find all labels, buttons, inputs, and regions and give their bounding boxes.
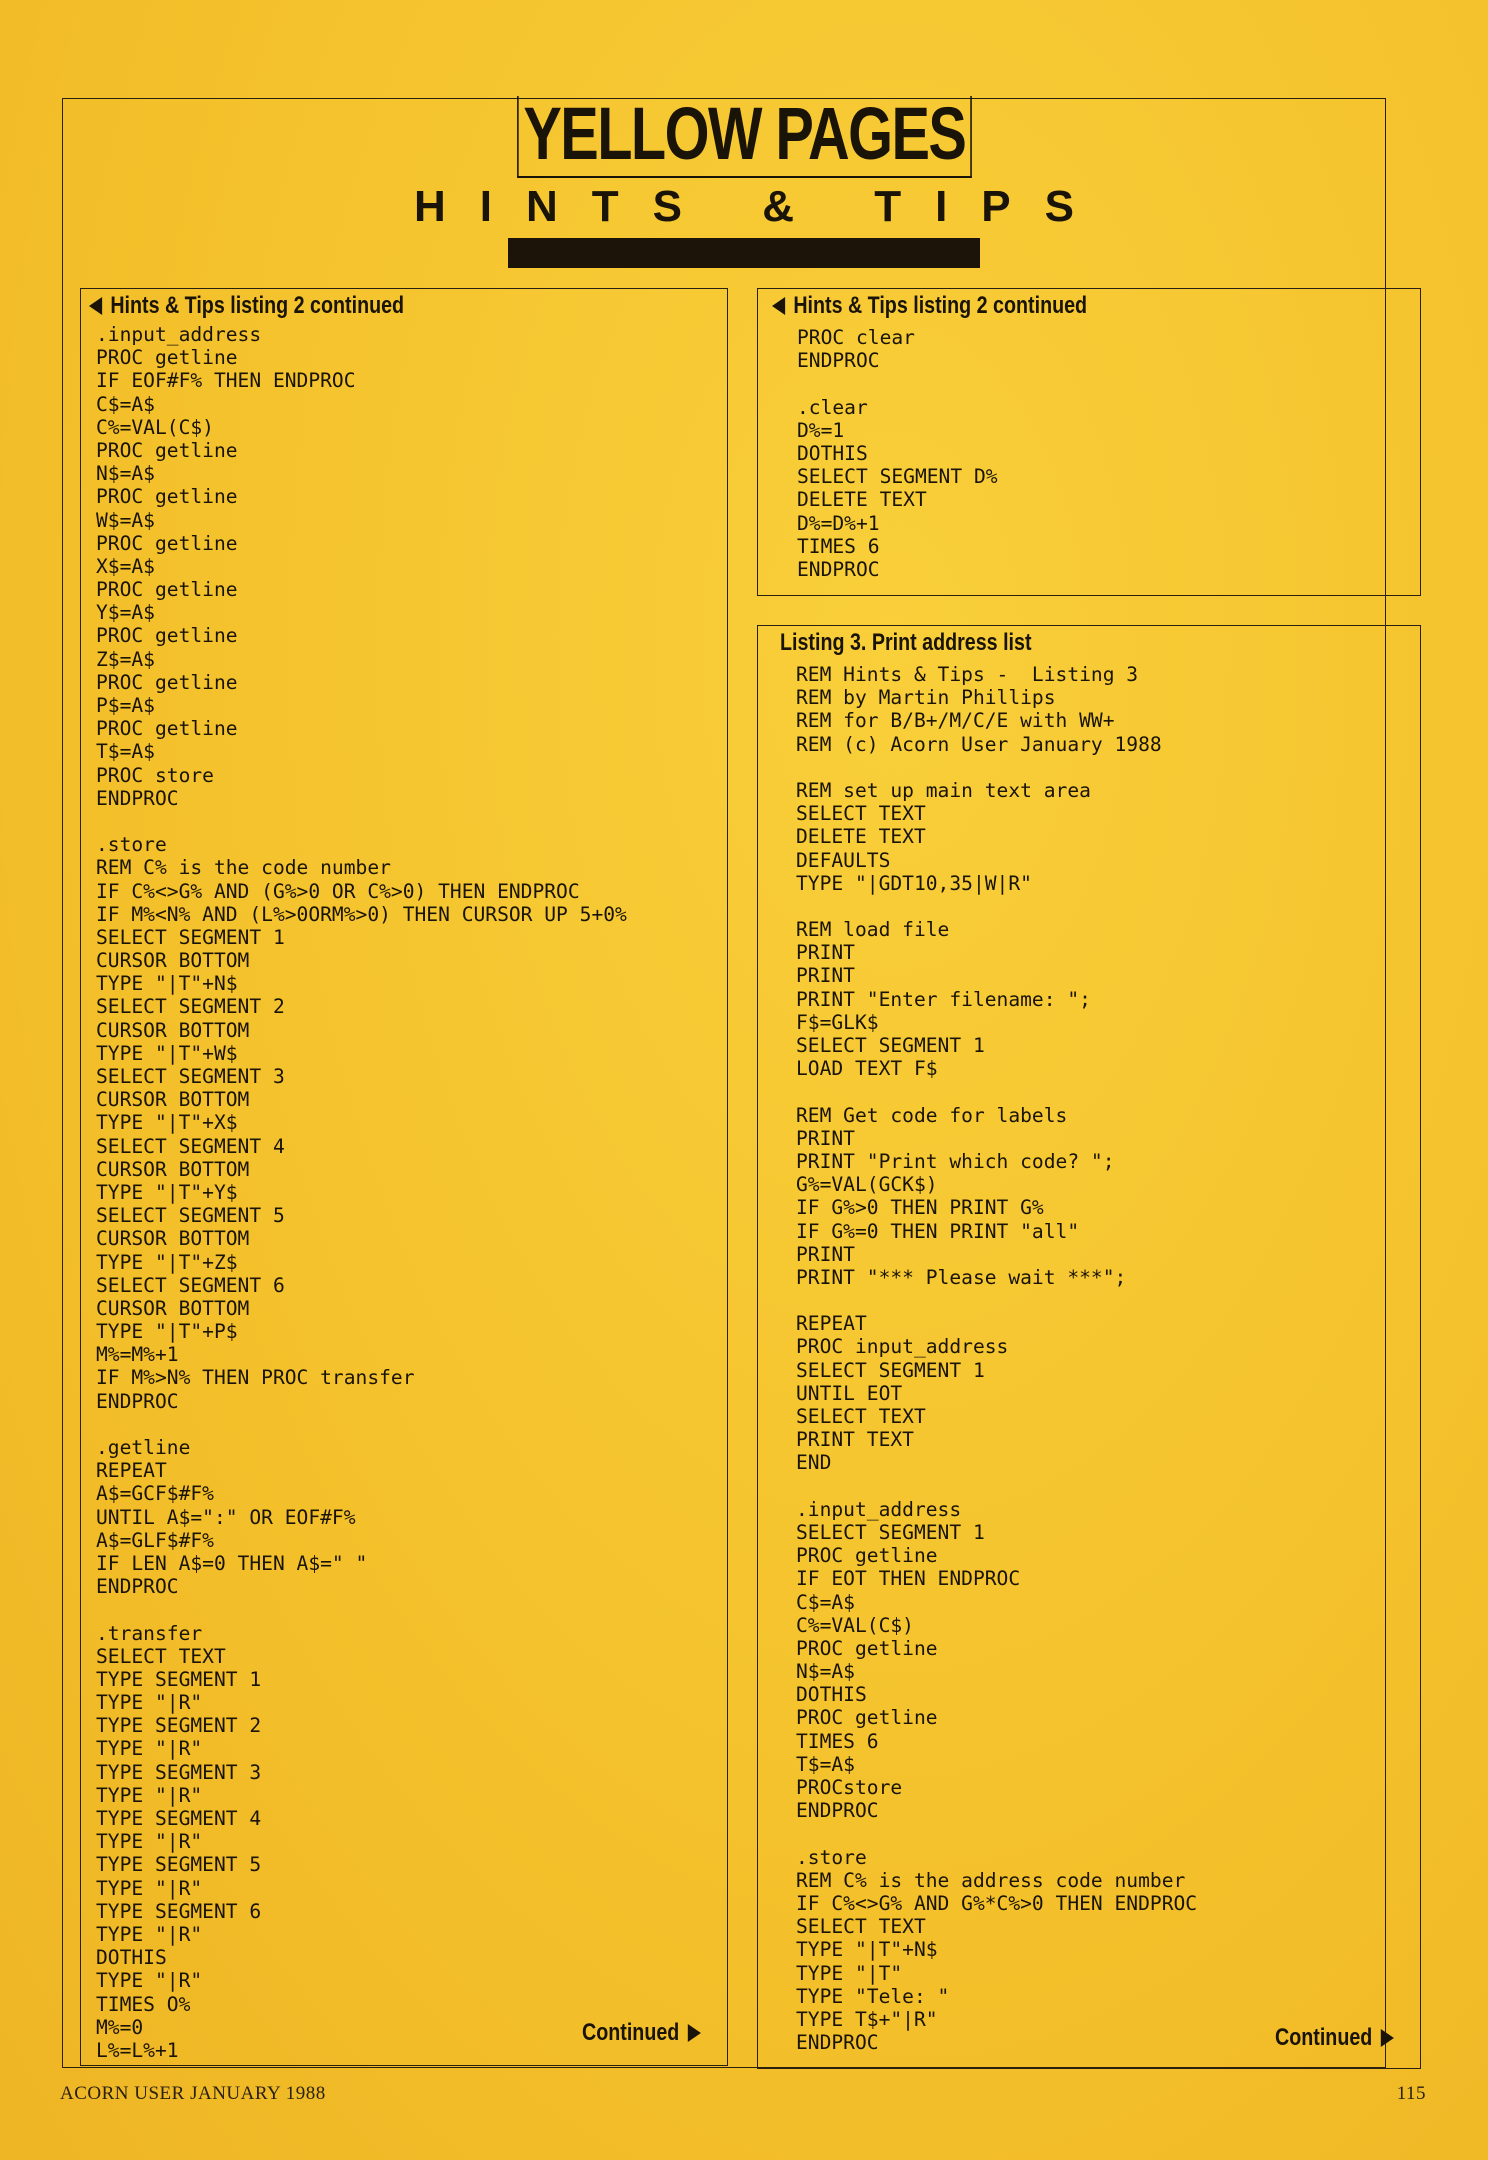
code-line: TYPE "|R" [96,1830,203,1854]
left-listing-title [89,291,404,321]
code-line: IF G%>0 THEN PRINT G% [796,1196,1044,1220]
code-line: LOAD TEXT F$ [796,1057,938,1081]
code-line: C%=VAL(C$) [96,415,214,439]
arrow-right-icon [1381,2029,1394,2047]
code-line: G%=VAL(GCK$) [796,1173,938,1197]
left-code-listing [96,323,627,2062]
code-line [96,1413,627,1436]
code-line: TYPE "|R" [96,1969,203,1993]
code-line: PRINT [796,941,855,965]
code-line: .input_address [96,323,262,346]
code-line: DEFAULTS [796,848,891,872]
code-line: T$=A$ [796,1752,855,1776]
code-line: C$=A$ [96,392,155,416]
right-bottom-code-listing [796,663,1197,2054]
code-line: Z$=A$ [96,647,155,671]
code-line: C$=A$ [796,1590,855,1614]
code-line: TYPE "|R" [96,1737,203,1761]
code-line: ENDPROC [796,1799,879,1823]
code-line: DELETE TEXT [797,488,927,512]
code-line [796,1822,1197,1845]
code-line [796,1289,1197,1312]
code-line: REM load file [796,918,950,942]
code-line: SELECT SEGMENT 3 [96,1065,285,1088]
code-line: REM by Martin Phillips [796,686,1056,710]
code-line: PROC getline [96,717,238,741]
code-line: A$=GLF$#F% [96,1528,214,1552]
code-line: SELECT SEGMENT D% [797,465,998,489]
code-line: PRINT TEXT [796,1428,914,1452]
code-line: PROC store [96,763,214,787]
code-line: X$=A$ [96,554,155,578]
code-line [96,1598,627,1621]
code-line: CURSOR BOTTOM [96,1088,250,1112]
code-line: TYPE "|R" [96,1876,203,1900]
code-line: ENDPROC [96,786,179,810]
code-line: TYPE SEGMENT 6 [96,1899,262,1923]
code-line: ENDPROC [796,2031,879,2055]
code-line: SELECT TEXT [796,1915,926,1939]
code-line: IF C%<>G% AND G%*C%>0 THEN ENDPROC [796,1891,1198,1915]
code-line: TYPE "Tele: " [796,1984,950,2008]
code-line: .clear [797,395,868,419]
masthead-subtitle: HINTS & TIPS [413,182,1109,231]
code-line: REPEAT [796,1312,867,1336]
code-line: CURSOR BOTTOM [96,1296,250,1320]
code-line: PROC input_address [796,1335,1009,1359]
code-line: N$=A$ [796,1660,855,1684]
code-line: L%=L%+1 [96,2038,179,2062]
code-line: PROC getline [96,670,238,694]
code-line: TYPE "|GDT10,35|W|R" [796,871,1032,895]
code-line: SELECT SEGMENT 2 [96,995,285,1019]
code-line: ENDPROC [797,557,880,581]
code-line: TIMES 6 [797,534,880,558]
right-top-listing-title-text: Hints & Tips listing 2 continued [793,292,1088,319]
code-line: TYPE "|T"+Z$ [96,1250,238,1274]
code-line: .store [796,1845,867,1869]
code-line: .getline [96,1436,191,1459]
code-line: M%=0 [96,2015,144,2039]
code-line: PROC getline [96,346,238,370]
arrow-left-icon [772,297,785,315]
right-continued [1275,2024,1394,2052]
code-line: REM Hints & Tips - Listing 3 [796,663,1139,686]
arrow-left-icon [89,297,102,315]
code-line: PROC getline [96,578,238,602]
code-line: SELECT SEGMENT 5 [96,1204,285,1228]
code-line: SELECT SEGMENT 1 [796,1520,985,1544]
left-listing-title-text: Hints & Tips listing 2 continued [110,292,405,319]
code-line: A$=GCF$#F% [96,1482,214,1506]
code-line: C%=VAL(C$) [796,1613,914,1637]
code-line: TIMES 6 [796,1729,879,1753]
code-line: REM for B/B+/M/C/E with WW+ [796,709,1115,733]
code-line: F$=GLK$ [796,1010,879,1034]
code-line: TIMES O% [96,1992,191,2016]
right-bottom-listing-box [757,625,1421,2069]
code-line: REM Get code for labels [796,1103,1068,1127]
left-continued [582,2019,701,2047]
code-line: IF LEN A$=0 THEN A$=" " [96,1551,368,1575]
masthead-title: YELLOW PAGES [517,96,971,178]
code-line [796,1080,1197,1103]
code-line: PROC clear [797,326,915,349]
left-listing-box [80,288,728,2066]
code-line: CURSOR BOTTOM [96,949,250,973]
code-line: D%=1 [797,418,845,442]
right-continued-label: Continued [1275,2024,1373,2051]
code-line: SELECT SEGMENT 6 [96,1273,285,1297]
code-line: TYPE T$+"|R" [796,2007,938,2031]
code-line: REM C% is the code number [96,856,391,880]
code-line: IF C%<>G% AND (G%>0 OR C%>0) THEN ENDPROC [96,879,580,903]
code-line: SELECT SEGMENT 4 [96,1134,285,1158]
code-line: DOTHIS [797,441,868,465]
code-line: TYPE SEGMENT 4 [96,1807,262,1830]
code-line: TYPE SEGMENT 5 [96,1853,262,1877]
code-line: .transfer [96,1621,203,1645]
code-line: PROC getline [96,485,238,509]
code-line: SELECT SEGMENT 1 [96,925,285,949]
code-line: TYPE SEGMENT 2 [96,1714,262,1738]
right-top-code-listing [797,326,998,581]
code-line: DOTHIS [796,1683,867,1707]
code-line [796,895,1197,918]
code-line: SELECT TEXT [796,1405,926,1428]
code-line: ENDPROC [96,1575,179,1599]
code-line: TYPE "|T" [796,1961,903,1985]
code-line: D%=D%+1 [797,511,880,535]
code-line: DOTHIS [96,1946,167,1970]
right-top-listing-title [772,291,1087,321]
code-line: TYPE "|T"+N$ [796,1938,938,1962]
code-line: END [796,1451,832,1475]
code-line [96,810,627,833]
code-line: CURSOR BOTTOM [96,1018,250,1042]
code-line: Y$=A$ [96,601,155,625]
code-line: TYPE "|R" [96,1922,203,1946]
code-line: PROC getline [96,624,238,648]
code-line: PRINT "Print which code? "; [796,1149,1115,1173]
code-line: UNTIL A$=":" OR EOF#F% [96,1505,356,1529]
code-line: TYPE "|T"+W$ [96,1041,238,1065]
code-line: CURSOR BOTTOM [96,1157,250,1181]
code-line: DELETE TEXT [796,825,926,849]
code-line [797,372,998,395]
right-bottom-listing-title-text: Listing 3. Print address list [780,629,1032,656]
code-line: REM (c) Acorn User January 1988 [796,732,1162,756]
code-line: T$=A$ [96,740,155,764]
code-line: REM set up main text area [796,778,1091,802]
footer-publication: ACORN USER JANUARY 1988 [60,2083,326,2104]
code-line: N$=A$ [96,462,155,486]
code-line: TYPE "|T"+X$ [96,1111,238,1135]
code-line: PRINT [796,1242,855,1266]
code-line: REM C% is the address code number [796,1868,1186,1892]
right-top-listing-box [757,288,1421,596]
code-line: SELECT SEGMENT 1 [796,1034,985,1057]
code-line: TYPE SEGMENT 1 [96,1667,262,1691]
right-bottom-listing-title [780,628,1032,658]
code-line: SELECT TEXT [796,802,926,826]
code-line: PROC getline [796,1636,938,1660]
code-line: PROC getline [796,1544,938,1568]
code-line: CURSOR BOTTOM [96,1227,250,1251]
code-line: PRINT "Enter filename: "; [796,987,1091,1011]
code-line: .input_address [796,1497,962,1521]
code-line: .store [96,833,167,857]
code-line: PROCstore [796,1776,903,1799]
code-line: P$=A$ [96,694,155,717]
left-continued-label: Continued [582,2019,680,2046]
code-line: IF G%=0 THEN PRINT "all" [796,1219,1080,1243]
code-line: UNTIL EOT [796,1381,903,1405]
code-line: ENDPROC [96,1389,179,1413]
code-line: IF M%<N% AND (L%>0ORM%>0) THEN CURSOR UP 5+0% [96,902,627,926]
footer-page-number: 115 [1396,2083,1426,2104]
code-line: SELECT TEXT [96,1644,226,1668]
code-line: W$=A$ [96,508,155,532]
code-line: TYPE "|T"+P$ [96,1320,238,1344]
code-line [796,1475,1197,1498]
arrow-right-icon [688,2024,701,2042]
code-line: IF EOT THEN ENDPROC [796,1567,1021,1591]
code-line: TYPE "|T"+Y$ [96,1180,238,1204]
code-line: PRINT "*** Please wait ***"; [796,1265,1127,1289]
code-line: TYPE "|T"+N$ [96,972,238,996]
code-line: PRINT [796,1126,855,1150]
code-line [796,756,1197,779]
code-line: PROC getline [96,531,238,555]
code-line: SELECT SEGMENT 1 [796,1358,985,1382]
code-line: PROC getline [796,1706,938,1730]
masthead [0,92,1488,268]
code-line: TYPE SEGMENT 3 [96,1760,262,1784]
code-line: TYPE "|R" [96,1691,203,1715]
code-line: PRINT [796,964,855,988]
code-line: PROC getline [96,438,238,462]
code-line: ENDPROC [797,349,880,373]
code-line: TYPE "|R" [96,1783,203,1807]
masthead-bar [508,238,980,268]
code-line: M%=M%+1 [96,1343,179,1367]
code-line: IF EOF#F% THEN ENDPROC [96,369,356,393]
code-line: IF M%>N% THEN PROC transfer [96,1366,415,1390]
code-line: REPEAT [96,1459,167,1483]
